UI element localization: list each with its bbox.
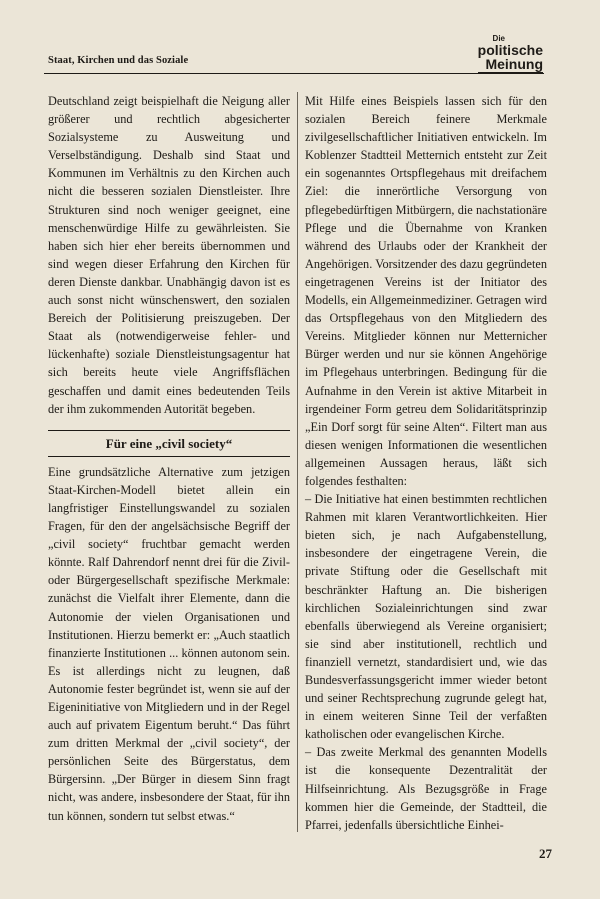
left-paragraph-2: Eine grundsätzliche Alternative zum jetzigen Staat-Kirchen-Modell bietet allein ein langfristiger Einstellungswandel zu sozialen Fragen, für den der angelsächsische Begriff der „civil society“ fruchtbar gemacht werden könnte. Ralf Dahrendorf nennt drei für die Zivil- oder Bürgergesellschaft spezifische Merkmale: zunächst die Vielfalt ihrer Elemente, dann die Autonomie der vielen Organisationen und Institutionen. Hierzu bemerkt er: „Auch staatlich finanzierte Institutionen ... können autonom sein. Es ist allerdings nicht zu leugnen, daß Autonomie fester begründet ist, wenn sie auf der Eigeninitiative von Mitgliedern und in der Regel auch auf privatem Eigentum beruht.“ Das führt zum dritten Merkmal der „civil society“, der persönlichen Seite des Bürgerstatus, dem Bürgersinn. „Der Bürger in diesem Sinn fragt nicht, was andere, insbesondere der Staat, für ihn tun können, sondern tut selbst etwas.“ bbox=[48, 464, 290, 823]
right-paragraph-1: Mit Hilfe eines Beispiels lassen sich für den sozialen Bereich feinere Merkmale zivilgesellschaftlicher Initiativen entwickeln. Im Koblenzer Stadtteil Metternich entsteht zur Zeit ein sogenanntes Ortspflegehaus mit dreifachem Ziel: die innerörtliche Versorgung von pflegebedürftigen Mitbürgern, die nachstationäre Pflege und die Übernahme von Kranken während des Urlaubs oder der Krankheit der Angehörigen. Vorsitzender des dazu gegründeten eingetragenen Vereins ist der Initiator des Modells, ein Allgemeinmediziner. Getragen wird das Ortspflegehaus von den Mitgliedern des Vereins. Mitglieder können nur Metternicher Bürger werden und nur sie können Angehörige im Pflegehaus unterbringen. Bedingung für die Aufnahme in den Verein ist aktive Mitarbeit in irgendeiner Form getreu dem Solidaritätsprinzip „Ein Dorf sorgt für seine Alten“. Filtert man aus diesen wenigen Informationen die wesentlichen allgemeinen Aussagen heraus, läßt sich folgendes festhalten: bbox=[305, 94, 547, 488]
right-list-item-1: – Die Initiative hat einen bestimmten rechtlichen Rahmen mit klaren Verantwortlichkeiten. Hier bieten sich, je nach Aufgabenstellung, insbesondere der eingetragene Verein, die private Stiftung oder die Gesellschaft mit beschränkter Haftung an. Die bisherigen kirchlichen Sozialeinrichtungen sind zwar ebenfalls überwiegend als Vereine organisiert; sie sind aber institutionell, rechtlich und finanziell vernetzt, standardisiert und, wie das Bundesverfassungsgericht immer wieder betont und seiner Rechtsprechung zugrunde gelegt hat, in einem weiteren Sinne Teil der verfaßten katholischen oder evangelischen Kirche. bbox=[305, 492, 547, 742]
right-column bbox=[305, 92, 547, 834]
logo-line-meinung: Meinung bbox=[478, 57, 543, 73]
logo-line-die: Die bbox=[492, 34, 505, 43]
header-rule bbox=[44, 73, 544, 74]
running-title: Staat, Kirchen und das Soziale bbox=[48, 55, 189, 66]
right-list-item-2: – Das zweite Merkmal des genannten Modells ist die konsequente Dezentralität der Hilfseinrichtung. Als Bezugsgröße in Frage kommen hier die Gemeinde, der Stadtteil, die Pfarrei, jedenfalls übersichtliche Einhei- bbox=[305, 745, 547, 832]
page-number: 27 bbox=[539, 846, 552, 861]
left-column bbox=[48, 92, 290, 825]
publication-logo bbox=[478, 35, 543, 73]
column-divider bbox=[297, 92, 298, 832]
left-paragraph-1: Deutschland zeigt beispielhaft die Neigung aller größerer und rechtlich abgesicherter Sozialsysteme zu Ausweitung und Verselbständigung. Deshalb sind Staat und Kommunen im Verhältnis zu den Kirchen auch nicht die besseren sozialen Dienstleister. Ihre Strukturen sind noch weniger geeignet, eine menschenwürdige Hilfe zu gewährleisten. Sie haben sich hier eher bereits übernommen und sind wegen dieser Erfahrung den Kirchen für deren Dienste dankbar. Unabhängig davon ist es auch sonst nicht wünschenswert, den sozialen Bereich der Politisierung preiszugeben. Der Staat als (notwendigerweise fehler- und lückenhafte) soziale Dienstleistungsagentur hat sich bereits heute viele Angriffsflächen geschaffen und damit eines bedeutenden Teils der ihm zukommenden Autorität begeben. bbox=[48, 94, 290, 416]
logo-line-politische: politische bbox=[477, 42, 543, 58]
section-heading: Für eine „civil society“ bbox=[48, 430, 290, 457]
